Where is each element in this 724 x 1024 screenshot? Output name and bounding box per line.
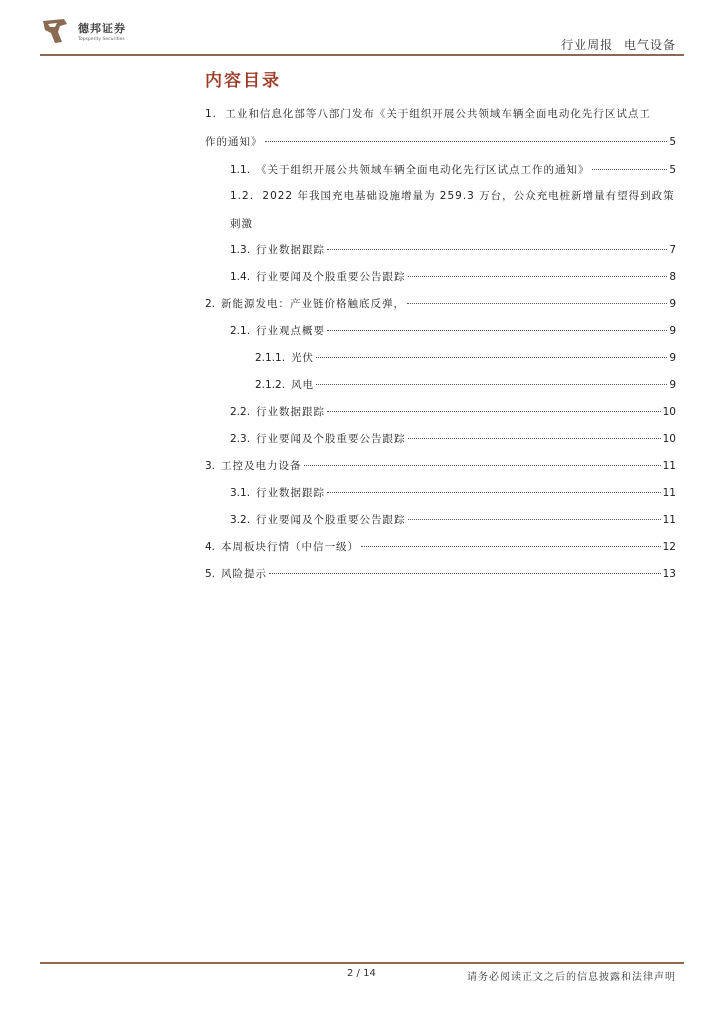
toc-entry-number: 1.2. — [230, 190, 255, 202]
toc-entry-1-1[interactable] — [230, 162, 676, 177]
toc-entry-number: 3.1. — [230, 487, 251, 499]
toc-entry-title: 2022 年我国充电基础设施增量为 259.3 万台，公众充电桩新增量有望得到政策 — [262, 190, 675, 202]
toc-leader-dots — [592, 169, 668, 170]
toc-entry-title: 行业要闻及个股重要公告跟踪 — [256, 514, 406, 526]
toc-leader-dots — [265, 141, 668, 142]
toc-entry-title: 新能源发电：产业链价格触底反弹， — [221, 298, 406, 310]
toc-entry-title: 行业数据跟踪 — [256, 244, 326, 256]
toc-entry-1-4[interactable] — [230, 269, 676, 284]
toc-entry-number: 2.2. — [230, 406, 251, 418]
toc-page-number: 10 — [662, 406, 676, 418]
brand-logo — [40, 16, 126, 46]
toc-entry-number: 1.4. — [230, 271, 251, 283]
report-industry: 电气设备 — [623, 38, 676, 52]
toc-leader-dots — [408, 519, 661, 520]
toc-entry-1-2-line1[interactable] — [230, 188, 675, 203]
toc-entry-number: 3. — [205, 460, 216, 472]
toc-entry-title: 行业要闻及个股重要公告跟踪 — [256, 271, 406, 283]
toc-leader-dots — [316, 384, 667, 385]
toc-entry-title: 风险提示 — [221, 568, 268, 580]
logo-emblem-icon — [40, 16, 70, 46]
report-category — [561, 36, 676, 53]
toc-entry-title: 工业和信息化部等八部门发布《关于组织开展公共领域车辆全面电动化先行区试点工 — [225, 108, 651, 120]
legal-disclaimer: 请务必阅读正文之后的信息披露和法律声明 — [467, 972, 676, 983]
toc-entry-2-1-2[interactable] — [255, 377, 676, 392]
toc-entry-title: 风电 — [291, 379, 315, 391]
toc-leader-dots — [408, 438, 661, 439]
toc-entry-2-2[interactable] — [230, 404, 676, 419]
toc-leader-dots — [361, 546, 661, 547]
toc-entry-3[interactable] — [205, 458, 676, 473]
toc-page-number: 11 — [662, 514, 676, 526]
toc-entry-2-1-1[interactable] — [255, 350, 676, 365]
toc-entry-number: 4. — [205, 541, 216, 553]
toc-entry-title: 行业观点概要 — [256, 325, 326, 337]
toc-entry-title: 《关于组织开展公共领域车辆全面电动化先行区试点工作的通知》 — [256, 164, 590, 176]
toc-page-number: 7 — [669, 244, 676, 256]
toc-entry-number: 1. — [205, 108, 218, 120]
toc-entry-number: 2.1.2. — [255, 379, 286, 391]
toc-entry-title: 行业数据跟踪 — [256, 406, 326, 418]
logo-english-name: Topsperity Securities — [78, 37, 125, 42]
toc-page-number: 9 — [669, 379, 676, 391]
toc-entry-title: 光伏 — [291, 352, 315, 364]
toc-leader-dots — [316, 357, 667, 358]
toc-page-number: 13 — [662, 568, 676, 580]
toc-entry-title: 本周板块行情（中信一级） — [221, 541, 360, 553]
toc-entry-number: 2.3. — [230, 433, 251, 445]
toc-leader-dots — [269, 573, 661, 574]
toc-entry-number: 5. — [205, 568, 216, 580]
toc-entry-3-2[interactable] — [230, 512, 676, 527]
toc-entry-number: 3.2. — [230, 514, 251, 526]
toc-page-number: 12 — [662, 541, 676, 553]
toc-entry-4[interactable] — [205, 539, 676, 554]
toc-page-number: 5 — [669, 136, 676, 148]
toc-entry-title: 行业数据跟踪 — [256, 487, 326, 499]
toc-leader-dots — [327, 492, 661, 493]
toc-entry-2[interactable] — [205, 296, 676, 311]
toc-page-number: 10 — [662, 433, 676, 445]
toc-leader-dots — [327, 249, 667, 250]
toc-entry-number: 2. — [205, 298, 216, 310]
toc-entry-number: 1.3. — [230, 244, 251, 256]
toc-entry-number: 2.1. — [230, 325, 251, 337]
footer-divider — [40, 962, 684, 964]
toc-page-number: 11 — [662, 460, 676, 472]
toc-page-number: 5 — [669, 164, 676, 176]
toc-leader-dots — [304, 465, 661, 466]
toc-leader-dots — [408, 276, 668, 277]
toc-page-number: 9 — [669, 325, 676, 337]
toc-entry-title-cont: 刺激 — [230, 218, 253, 230]
toc-page-number: 9 — [669, 352, 676, 364]
toc-page-number: 9 — [669, 298, 676, 310]
toc-entry-title: 行业要闻及个股重要公告跟踪 — [256, 433, 406, 445]
logo-chinese-name: 德邦证券 — [78, 22, 126, 35]
toc-leader-dots — [327, 411, 661, 412]
toc-entry-2-1[interactable] — [230, 323, 676, 338]
toc-entry-2-3[interactable] — [230, 431, 676, 446]
toc-entry-1-3[interactable] — [230, 242, 676, 257]
toc-entry-1-2-line2[interactable] — [230, 216, 253, 231]
toc-entry-number: 1.1. — [230, 164, 251, 176]
toc-entry-5[interactable] — [205, 566, 676, 581]
header-divider — [40, 54, 684, 56]
toc-leader-dots — [327, 330, 667, 331]
report-section: 行业周报 — [561, 38, 614, 52]
toc-entry-title: 工控及电力设备 — [221, 460, 302, 472]
toc-entry-title-cont: 作的通知》 — [205, 136, 263, 148]
toc-entry-1-line1[interactable] — [205, 106, 651, 121]
page-indicator: 2 / 14 — [347, 968, 376, 979]
toc-page-number: 8 — [669, 271, 676, 283]
toc-entry-number: 2.1.1. — [255, 352, 286, 364]
toc-leader-dots — [407, 303, 667, 304]
toc-entry-3-1[interactable] — [230, 485, 676, 500]
toc-entry-1-line2[interactable] — [205, 134, 676, 149]
toc-page-number: 11 — [662, 487, 676, 499]
toc-heading: 内容目录 — [205, 71, 281, 91]
